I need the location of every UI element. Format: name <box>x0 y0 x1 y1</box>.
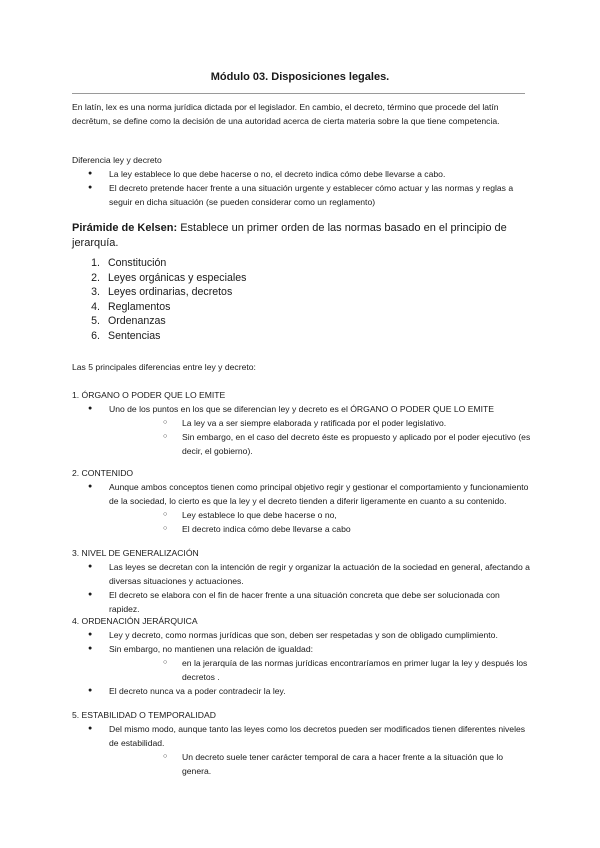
list-item: ● Sin embargo, no mantienen una relación de igualdad: ○ en la jerarquía de las normas jurídicas encontraríamos en primer lugar la ley y después los decretos . <box>72 642 532 684</box>
list-item: ● El decreto pretende hacer frente a una situación urgente y establecer cómo actuar y las normas y reglas a seguir en dicha situación (se pueden considerar como un reglamento) <box>72 181 532 209</box>
diferencia-label: Diferencia ley y decreto <box>72 155 162 165</box>
list-item: 3. Leyes ordinarias, decretos <box>91 286 233 299</box>
list-item: ● Ley y decreto, como normas jurídicas que son, deben ser respetadas y son de obligado cumplimiento. <box>72 628 532 642</box>
section-heading: 4. ORDENACIÓN JERÁRQUICA <box>72 616 198 626</box>
list-item: 1. Constitución <box>91 257 167 269</box>
sub-list-item: ○ El decreto indica cómo debe llevarse a cabo <box>109 522 532 536</box>
list-item: ● El decreto se elabora con el fin de hacer frente a una situación concreta que debe ser solucionada con rapidez. <box>72 588 532 616</box>
section-heading: 3. NIVEL DE GENERALIZACIÓN <box>72 548 199 558</box>
section-estabilidad <box>72 708 532 778</box>
sub-list-item: ○ Ley establece lo que debe hacerse o no, <box>109 508 532 522</box>
kelsen-hierarchy-list <box>72 256 246 344</box>
section-heading: 2. CONTENIDO <box>72 468 134 478</box>
list-item: 6. Sentencias <box>91 329 161 342</box>
kelsen-text: Establece un primer orden de las normas basado en el principio de jerarquía. <box>72 222 507 249</box>
list-item: ● Aunque ambos conceptos tienen como principal objetivo regir y gestionar el comportamiento y funcionamiento de la sociedad, lo cierto es que la ley y el decreto tienden a diferir ligeramente en cuanto a su contenido. ○ Ley establece lo que debe hacerse o no, ○ El decreto indica cómo debe llevarse a cabo <box>72 480 532 536</box>
diferencia-list <box>72 167 532 209</box>
kelsen-paragraph <box>72 221 532 251</box>
list-item: 5. Ordenanzas <box>91 315 166 328</box>
section-ordenacion <box>72 614 532 698</box>
document-title: Módulo 03. Disposiciones legales. <box>210 71 390 83</box>
section-generalizacion <box>72 546 532 616</box>
diferencias-title: Las 5 principales diferencias entre ley y decreto: <box>72 362 256 372</box>
section-contenido <box>72 466 532 536</box>
list-item: ● El decreto nunca va a poder contradecir la ley. <box>72 684 532 698</box>
section-heading: 5. ESTABILIDAD O TEMPORALIDAD <box>72 710 216 720</box>
list-item: ● La ley establece lo que debe hacerse o no, el decreto indica cómo debe llevarse a cabo. <box>72 167 532 181</box>
section-organo <box>72 388 532 458</box>
list-item: ● Las leyes se decretan con la intención de regir y organizar la actuación de la sociedad en general, afectando a diversas situaciones y actuaciones. <box>72 560 532 588</box>
list-item: 4. Reglamentos <box>91 300 171 313</box>
section-heading: 1. ÓRGANO O PODER QUE LO EMITE <box>72 390 226 400</box>
sub-list-item: ○ Sin embargo, en el caso del decreto éste es propuesto y aplicado por el poder ejecutivo (es decir, el gobierno). <box>109 430 532 458</box>
title-divider <box>72 93 525 94</box>
sub-list-item: ○ La ley va a ser siempre elaborada y ratificada por el poder legislativo. <box>109 416 532 430</box>
list-item: ● Uno de los puntos en los que se diferencian ley y decreto es el ÓRGANO O PODER QUE LO EMITE ○ La ley va a ser siempre elaborada y ratificada por el poder legislativo. ○ Sin embargo, en el caso del decreto éste es propuesto y aplicado por el poder ejecutivo (es decir, el gobierno). <box>72 402 532 458</box>
intro-paragraph: En latín, lex es una norma jurídica dictada por el legislador. En cambio, el decreto, término que procede del latín decrētum, se define como la decisión de una autoridad acerca de cierta materia sobre la que tiene competencia. <box>72 102 500 126</box>
kelsen-bold-label: Pirámide de Kelsen: <box>72 222 178 234</box>
sub-list-item: ○ Un decreto suele tener carácter temporal de cara a hacer frente a la situación que lo genera. <box>109 750 532 778</box>
sub-list-item: ○ en la jerarquía de las normas jurídicas encontraríamos en primer lugar la ley y después los decretos . <box>109 656 532 684</box>
list-item: ● Del mismo modo, aunque tanto las leyes como los decretos pueden ser modificados tienen diferentes niveles de estabilidad. ○ Un decreto suele tener carácter temporal de cara a hacer frente a la situación que lo genera. <box>72 722 532 778</box>
list-item: 2. Leyes orgánicas y especiales <box>91 271 247 284</box>
